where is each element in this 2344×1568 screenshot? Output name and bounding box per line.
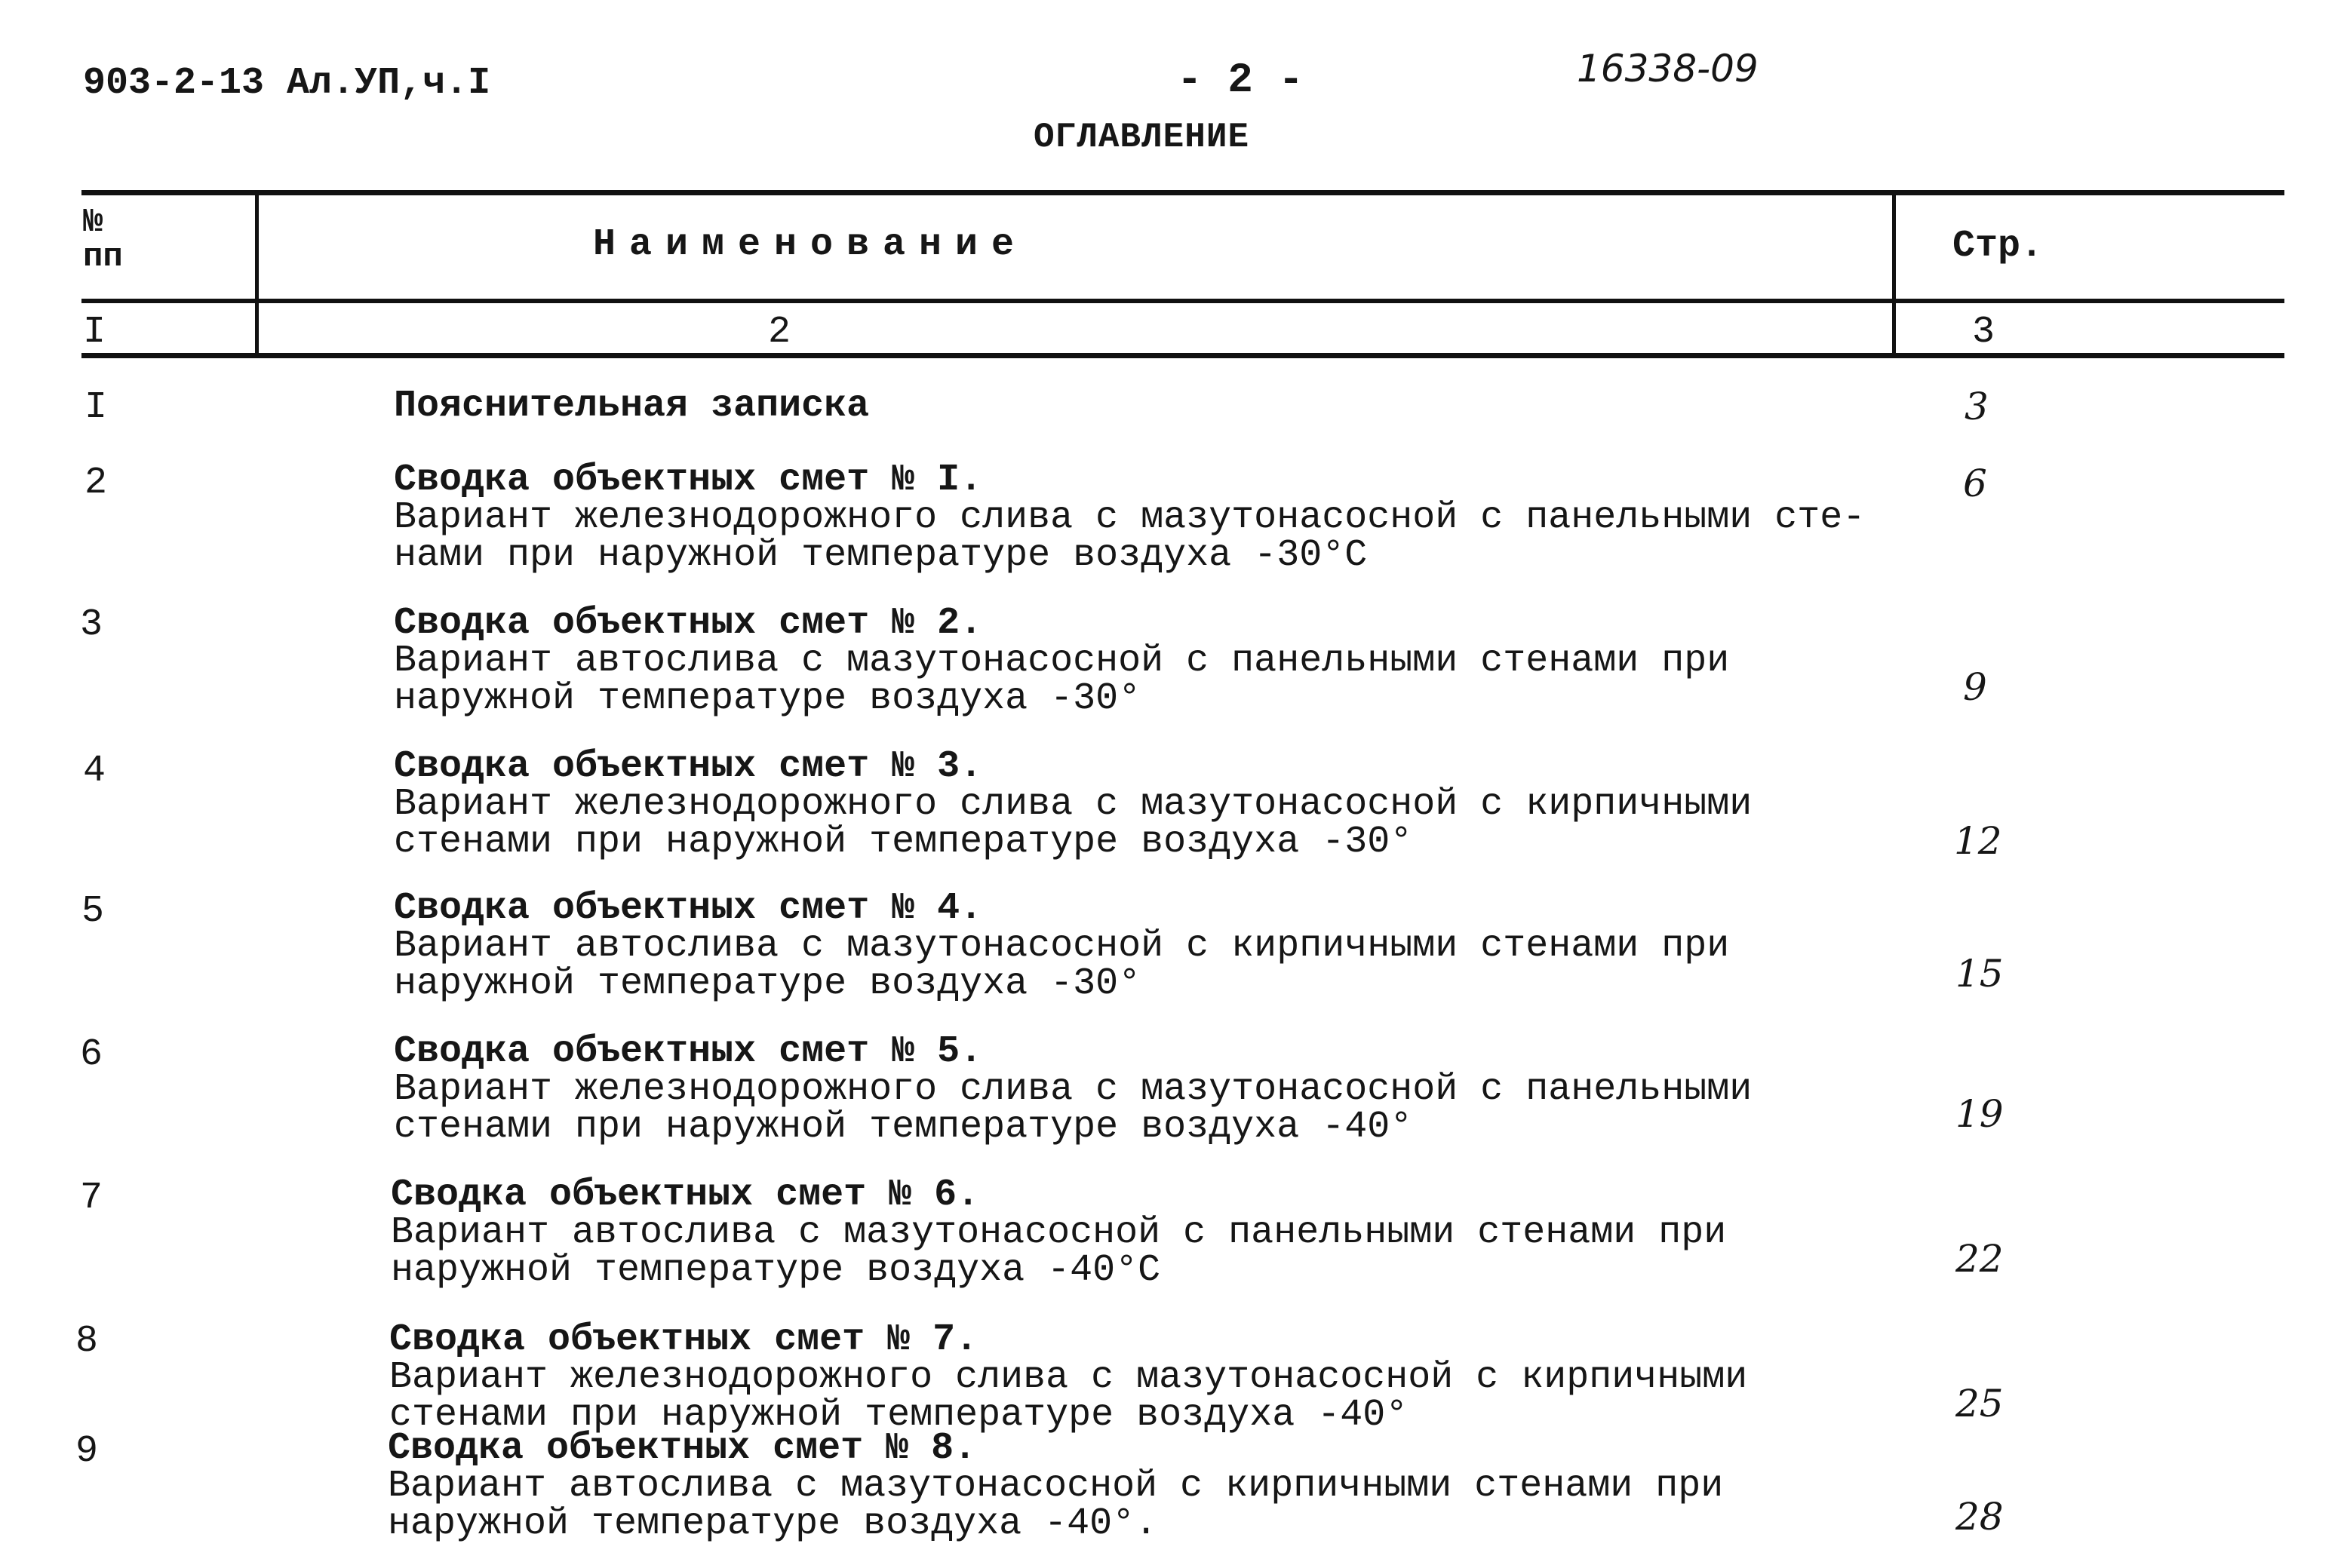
row-title xyxy=(394,459,1866,577)
row-number: 6 xyxy=(80,1033,103,1076)
row-line: Пояснительная записка xyxy=(394,385,870,428)
row-line: стенами при наружной температуре воздуха -40° xyxy=(389,1394,1409,1437)
row-number: 9 xyxy=(75,1430,99,1473)
column-header-name: Наименование xyxy=(593,223,1028,266)
row-number: 8 xyxy=(75,1320,99,1363)
row-line: Сводка объектных смет № 7. xyxy=(389,1318,978,1361)
row-line: Вариант железнодорожного слива с мазутонасосной с кирпичными xyxy=(394,783,1753,826)
row-line: наружной температуре воздуха -30° xyxy=(394,677,1141,720)
row-title xyxy=(391,1174,1727,1292)
row-title xyxy=(388,1427,1724,1545)
row-line: Вариант железнодорожного слива с мазутонасосной с кирпичными xyxy=(389,1356,1748,1399)
row-page: 19 xyxy=(1955,1092,2004,1136)
row-line: Сводка объектных смет № 4. xyxy=(394,887,983,930)
row-line: наружной температуре воздуха -30° xyxy=(394,962,1141,1005)
page-number: - 2 - xyxy=(1177,56,1304,104)
row-line: Сводка объектных смет № 6. xyxy=(391,1174,980,1217)
row-page: 15 xyxy=(1955,952,2004,996)
row-title xyxy=(394,887,1730,1005)
row-number: 7 xyxy=(80,1177,103,1220)
row-line: Сводка объектных смет № 5. xyxy=(394,1030,983,1073)
row-page: 28 xyxy=(1955,1495,2004,1539)
row-number: 2 xyxy=(84,462,108,505)
column-header-page: Стр. xyxy=(1952,225,2044,268)
row-page: 9 xyxy=(1963,665,1987,709)
column-header-number: № пп xyxy=(83,204,123,276)
row-number: I xyxy=(84,386,108,429)
row-number: 5 xyxy=(81,890,105,933)
row-line: наружной температуре воздуха -40°С xyxy=(391,1249,1161,1292)
row-title xyxy=(394,1030,1753,1149)
row-title xyxy=(394,745,1753,864)
row-line: Вариант автослива с мазутонасосной с кирпичными стенами при xyxy=(388,1465,1724,1508)
column-index-3: 3 xyxy=(1972,311,1995,354)
header-rule xyxy=(81,299,2284,303)
column-index-1: I xyxy=(83,311,106,354)
registration-stamp: 16338-09 xyxy=(1577,47,1759,91)
row-page: 25 xyxy=(1955,1382,2004,1425)
row-line: Вариант автослива с мазутонасосной с кирпичными стенами при xyxy=(394,925,1730,968)
document-code: 903-2-13 Ал.УП,ч.I xyxy=(83,62,491,105)
row-title xyxy=(394,385,870,428)
table-top-rule xyxy=(81,190,2284,195)
row-page: 22 xyxy=(1955,1237,2004,1281)
row-page: 6 xyxy=(1963,462,1987,505)
row-page: 3 xyxy=(1965,385,1989,428)
row-line: Вариант автослива с мазутонасосной с панельными стенами при xyxy=(391,1211,1727,1254)
row-line: Вариант железнодорожного слива с мазутонасосной с панельными xyxy=(394,1068,1753,1111)
row-line: Сводка объектных смет № 3. xyxy=(394,745,983,788)
row-page: 12 xyxy=(1954,819,2002,863)
row-title xyxy=(389,1318,1748,1437)
row-line: Вариант железнодорожного слива с мазутонасосной с панельными сте- xyxy=(394,496,1866,539)
column-index-2: 2 xyxy=(768,311,791,354)
row-line: Сводка объектных смет № I. xyxy=(394,459,983,502)
row-line: Вариант автослива с мазутонасосной с панельными стенами при xyxy=(394,640,1730,683)
row-number: 4 xyxy=(83,750,106,793)
row-title xyxy=(394,602,1730,720)
row-line: стенами при наружной температуре воздуха -30° xyxy=(394,821,1413,864)
row-line: наружной температуре воздуха -40°. xyxy=(388,1502,1158,1545)
row-line: Сводка объектных смет № 8. xyxy=(388,1427,977,1470)
column-divider-1 xyxy=(255,190,259,357)
row-line: нами при наружной температуре воздуха -30°С xyxy=(394,534,1368,577)
page-title: ОГЛАВЛЕНИЕ xyxy=(1034,118,1250,157)
column-divider-2 xyxy=(1892,190,1896,357)
row-line: Сводка объектных смет № 2. xyxy=(394,602,983,645)
row-number: 3 xyxy=(80,603,103,646)
column-index-rule xyxy=(81,353,2284,358)
row-line: стенами при наружной температуре воздуха -40° xyxy=(394,1106,1413,1149)
